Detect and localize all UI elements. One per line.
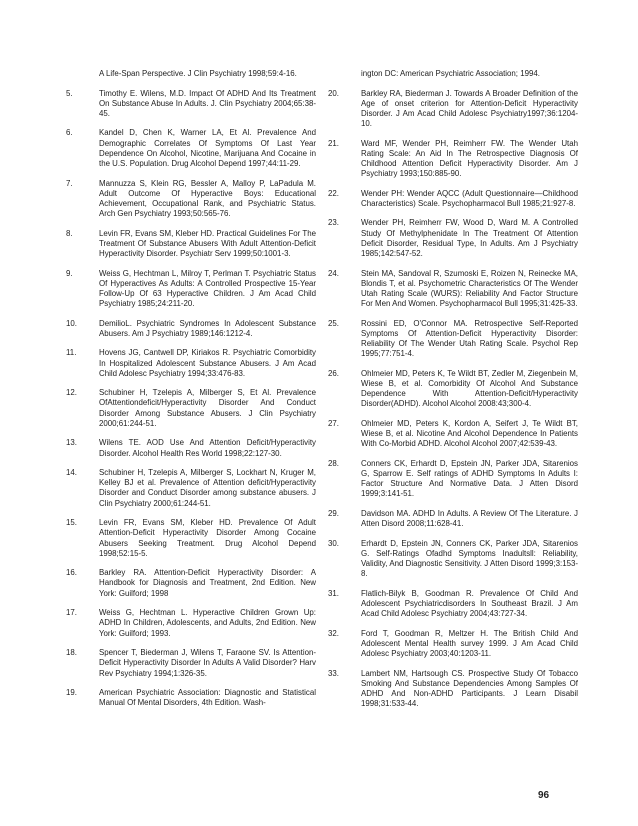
reference-item (66, 568, 316, 599)
reference-text: Timothy E. Wilens, M.D. Impact Of ADHD And Its Treatment On Substance Abuse In Adults. J. Clin Psychiatry 2004;65:38-45. (99, 88, 316, 118)
reference-number: 19. (66, 688, 77, 697)
reference-number: 5. (66, 88, 73, 98)
reference-item (66, 319, 316, 339)
references-right-column (328, 69, 578, 719)
reference-number: 33. (328, 668, 339, 678)
reference-item (328, 629, 578, 660)
reference-item (328, 509, 578, 529)
reference-item (66, 89, 316, 120)
reference-item (66, 518, 316, 559)
reference-number: 22. (328, 188, 339, 198)
reference-item (66, 69, 316, 79)
reference-text: Ward MF, Wender PH, Reimherr FW. The Wender Utah Rating Scale: An Aid In The Retrospective Diagnosis Of Childhood Attention Deficit Hyperactivity Disorder. Am J Psychiatry 1993;150:885-90. (361, 138, 578, 179)
reference-text: Mannuzza S, Klein RG, Bessler A, Malloy P, LaPadula M. Adult Outcome Of Hyperactive Boys: Educational Achievement, Occupational Rank, and Psychiatric Status. Arch Gen Psychiatry 1993;50:565-76. (99, 178, 316, 219)
reference-text: Barkley RA, Biederman J. Towards A Broader Definition of the Age of onset criterion for Attention-Deficit Hyperactivity Disorder. J Am Acad Child Adolesc Psychiatry1997;36:1204-10. (361, 88, 578, 129)
reference-number: 24. (328, 268, 339, 278)
reference-number: 21. (328, 138, 339, 148)
reference-text: Weiss G, Hechtman L, Milroy T, Perlman T. Psychiatric Status Of Hyperactives As Adults: A Controlled Prospective 15-Year Follow-Up Of 63 Hyperactive Children. J Am Acad Child Psychiatry 1985;24:211-20. (99, 268, 316, 309)
reference-item (328, 189, 578, 209)
reference-number: 31. (328, 588, 339, 598)
reference-number: 7. (66, 178, 73, 188)
reference-text: American Psychiatric Association: Diagnostic and Statistical Manual Of Mental Disorders, 4th Edition. Wash- (99, 688, 316, 708)
reference-text: Wender PH: Wender AQCC (Adult Questionnaire—Childhood Characteristics) Scale. Psychopharmacol Bull 1985;21:927-8. (361, 188, 578, 208)
reference-item (66, 648, 316, 679)
reference-text: Hovens JG, Cantwell DP, Kiriakos R. Psychiatric Comorbidity In Hospitalized Adolescent Substance Abusers. J Am Acad Child Adolesc Psychiatry 1994;33:476-83. (99, 348, 316, 378)
reference-item (66, 269, 316, 310)
reference-text: Stein MA, Sandoval R, Szumoski E, Roizen N, Reinecke MA, Blondis T, et al. Psychometric Characteristics Of The Wender Utah Rating Scale (WURS): Reliability And Factor Structure For Men And Women. Psychopharmacol Bull 1995;31:425-33. (361, 268, 578, 309)
reference-text: Kandel D, Chen K, Warner LA, Et Al. Prevalence And Demographic Correlates Of Symptoms Of Last Year Dependence On Alcohol, Nicotine, Marijuana And Cocaine in the U.S. Population. Drug Alcohol Depend 1997;44:11-29. (99, 128, 316, 169)
reference-item (66, 229, 316, 260)
reference-item (328, 69, 578, 79)
reference-number: 11. (66, 348, 77, 358)
reference-item (66, 468, 316, 509)
reference-item (66, 179, 316, 220)
reference-item (328, 89, 578, 130)
references-left-column (66, 69, 316, 718)
reference-number: 32. (328, 628, 339, 638)
reference-item (328, 218, 578, 259)
reference-item (328, 139, 578, 180)
reference-number: 8. (66, 228, 73, 238)
reference-number: 12. (66, 388, 77, 398)
reference-item (66, 608, 316, 639)
reference-text: Flatlich-Bilyk B, Goodman R. Prevalence Of Child And Adolescent Psychiatricdisorders In Southeast Brazil. J Am Acad Child Adolesc Psychiatry 2004;43:727-34. (361, 588, 578, 619)
reference-text: ington DC: American Psychiatric Association; 1994. (361, 69, 540, 78)
reference-text: Ohlmeier MD, Peters K, Kordon A, Seifert J, Te Wildt BT, Wiese B, et al. Nicotine And Alcohol Dependence In Patients With Co-Morbid ADHD. Alcohol Alcohol 2007;42:539-43. (361, 418, 578, 449)
reference-text: Schubiner H, Tzelepis A, Milberger S, Lockhart N, Kruger M, Kelley BJ et al. Prevalence of Attention deficit/Hyperactivity Disorder and Conduct Disorder among substance abusers. J Clin Psychiatry 2000;61:244-51. (99, 468, 316, 508)
reference-text: Conners CK, Erhardt D, Epstein JN, Parker JDA, Sitarenios G, Sparrow E. Self ratings of ADHD Symptoms In Adults I: Factor Structure And Normative Data. J Atten Disord 1999;3:141-51. (361, 458, 578, 499)
reference-number: 29. (328, 508, 339, 518)
reference-text: Levin FR, Evans SM, Kleber HD. Prevalence Of Adult Attention-Deficit Hyperactivity Disorder Among Cocaine Abusers Seeking Treatment. Drug Alcohol Depend 1998;52:15-5. (99, 518, 316, 558)
reference-item (328, 539, 578, 580)
reference-item (328, 319, 578, 360)
reference-text: Wilens TE. AOD Use And Attention Deficit/Hyperactivity Disorder. Alcohol Health Res World 1998;22:127-30. (99, 438, 316, 458)
reference-number: 27. (328, 418, 339, 428)
reference-item (328, 419, 578, 450)
reference-number: 25. (328, 318, 339, 328)
reference-number: 15. (66, 518, 77, 528)
reference-number: 9. (66, 268, 73, 278)
reference-number: 6. (66, 128, 73, 138)
reference-text: Rossini ED, O'Connor MA. Retrospective Self-Reported Symptoms Of Attention-Deficit Hyperactivity Disorder: Reliability Of The Wender Utah Rating Scale. Psychol Rep 1995;77:751-4. (361, 318, 578, 359)
reference-number: 23. (328, 218, 339, 228)
reference-text: Barkley RA. Attention-Deficit Hyperactivity Disorder: A Handbook for Diagnosis and Treatment, 2nd Edition. New York: Guilford; 1998 (99, 568, 316, 598)
reference-item (328, 369, 578, 410)
reference-number: 28. (328, 458, 339, 468)
reference-number: 30. (328, 538, 339, 548)
reference-text: DemilioL. Psychiatric Syndromes In Adolescent Substance Abusers. Am J Psychiatry 1989;146:1212-4. (99, 318, 316, 338)
reference-text: Ford T, Goodman R, Meltzer H. The British Child And Adolescent Mental Health survey 1999. J Am Acad Child Adolesc Psychiatry 2003;40:1203-11. (361, 628, 578, 658)
reference-text: Spencer T, Biederman J, Wilens T, Faraone SV. Is Attention-Deficit Hyperactivity Disorder In Adults A Valid Disorder? Harv Rev Psychiatry 1994;1:326-35. (99, 648, 316, 678)
reference-item (328, 669, 578, 710)
reference-item (328, 269, 578, 310)
reference-number: 26. (328, 368, 339, 378)
reference-text: Schubiner H, Tzelepis A, Milberger S, Et Al. Prevalence OfAttentiondeficit/Hyperactivity Disorder And Conduct Disorder Among Substance Abusers. J Clin Psychiatry 2000;61:244-51. (99, 388, 316, 428)
reference-number: 17. (66, 608, 77, 618)
reference-text: Lambert NM, Hartsough CS. Prospective Study Of Tobacco Smoking And Substance Dependencies Among Samples Of ADHD And Non-ADHD Participants. J Learn Disabil 1998;31:533-44. (361, 668, 578, 709)
reference-text: A Life-Span Perspective. J Clin Psychiatry 1998;59:4-16. (99, 69, 297, 78)
reference-number: 16. (66, 568, 77, 578)
reference-number: 10. (66, 318, 77, 328)
reference-item (66, 688, 316, 708)
reference-number: 18. (66, 648, 77, 658)
reference-text: Ohlmeier MD, Peters K, Te Wildt BT, Zedler M, Ziegenbein M, Wiese B, et al. Comorbidity Of Alcohol And Substance Dependence With Attention-Deficit/Hyperactivity Disorder(ADHD). Alcohol Alcohol 2008:43;300-4. (361, 368, 578, 409)
page-number: 96 (538, 790, 550, 801)
reference-item (66, 438, 316, 458)
reference-text: Levin FR, Evans SM, Kleber HD. Practical Guidelines For The Treatment Of Substance Abusers With Adult Attention-Deficit Hyperactivity Disorder. Psychiatr Serv 1999;50:1001-3. (99, 228, 316, 259)
reference-item (66, 388, 316, 429)
reference-text: Wender PH, Reimherr FW, Wood D, Ward M. A Controlled Study Of Methylphenidate In The Treatment Of Attention Deficit Disorder, Residual Type, In Adults. Am J Psychiatry 1985;142:547-52. (361, 218, 578, 259)
reference-number: 14. (66, 468, 77, 478)
reference-text: Erhardt D, Epstein JN, Conners CK, Parker JDA, Sitarenios G. Self-Ratings Ofadhd Symptoms Inadultsll: Reliability, Validity, And Diagnostic Sensitivity. J Atten Disord 1999;3:153-8. (361, 538, 578, 579)
reference-number: 20. (328, 88, 339, 98)
reference-text: Weiss G, Hechtman L. Hyperactive Children Grown Up: ADHD In Children, Adolescents, and Adults, 2nd Edition. New York: Guilford; 1993. (99, 608, 316, 638)
reference-item (66, 348, 316, 379)
reference-text: Davidson MA. ADHD In Adults. A Review Of The Literature. J Atten Disord 2008;11:628-41. (361, 508, 578, 529)
reference-item (328, 589, 578, 620)
reference-number: 13. (66, 438, 77, 448)
reference-item (328, 459, 578, 500)
reference-item (66, 128, 316, 169)
